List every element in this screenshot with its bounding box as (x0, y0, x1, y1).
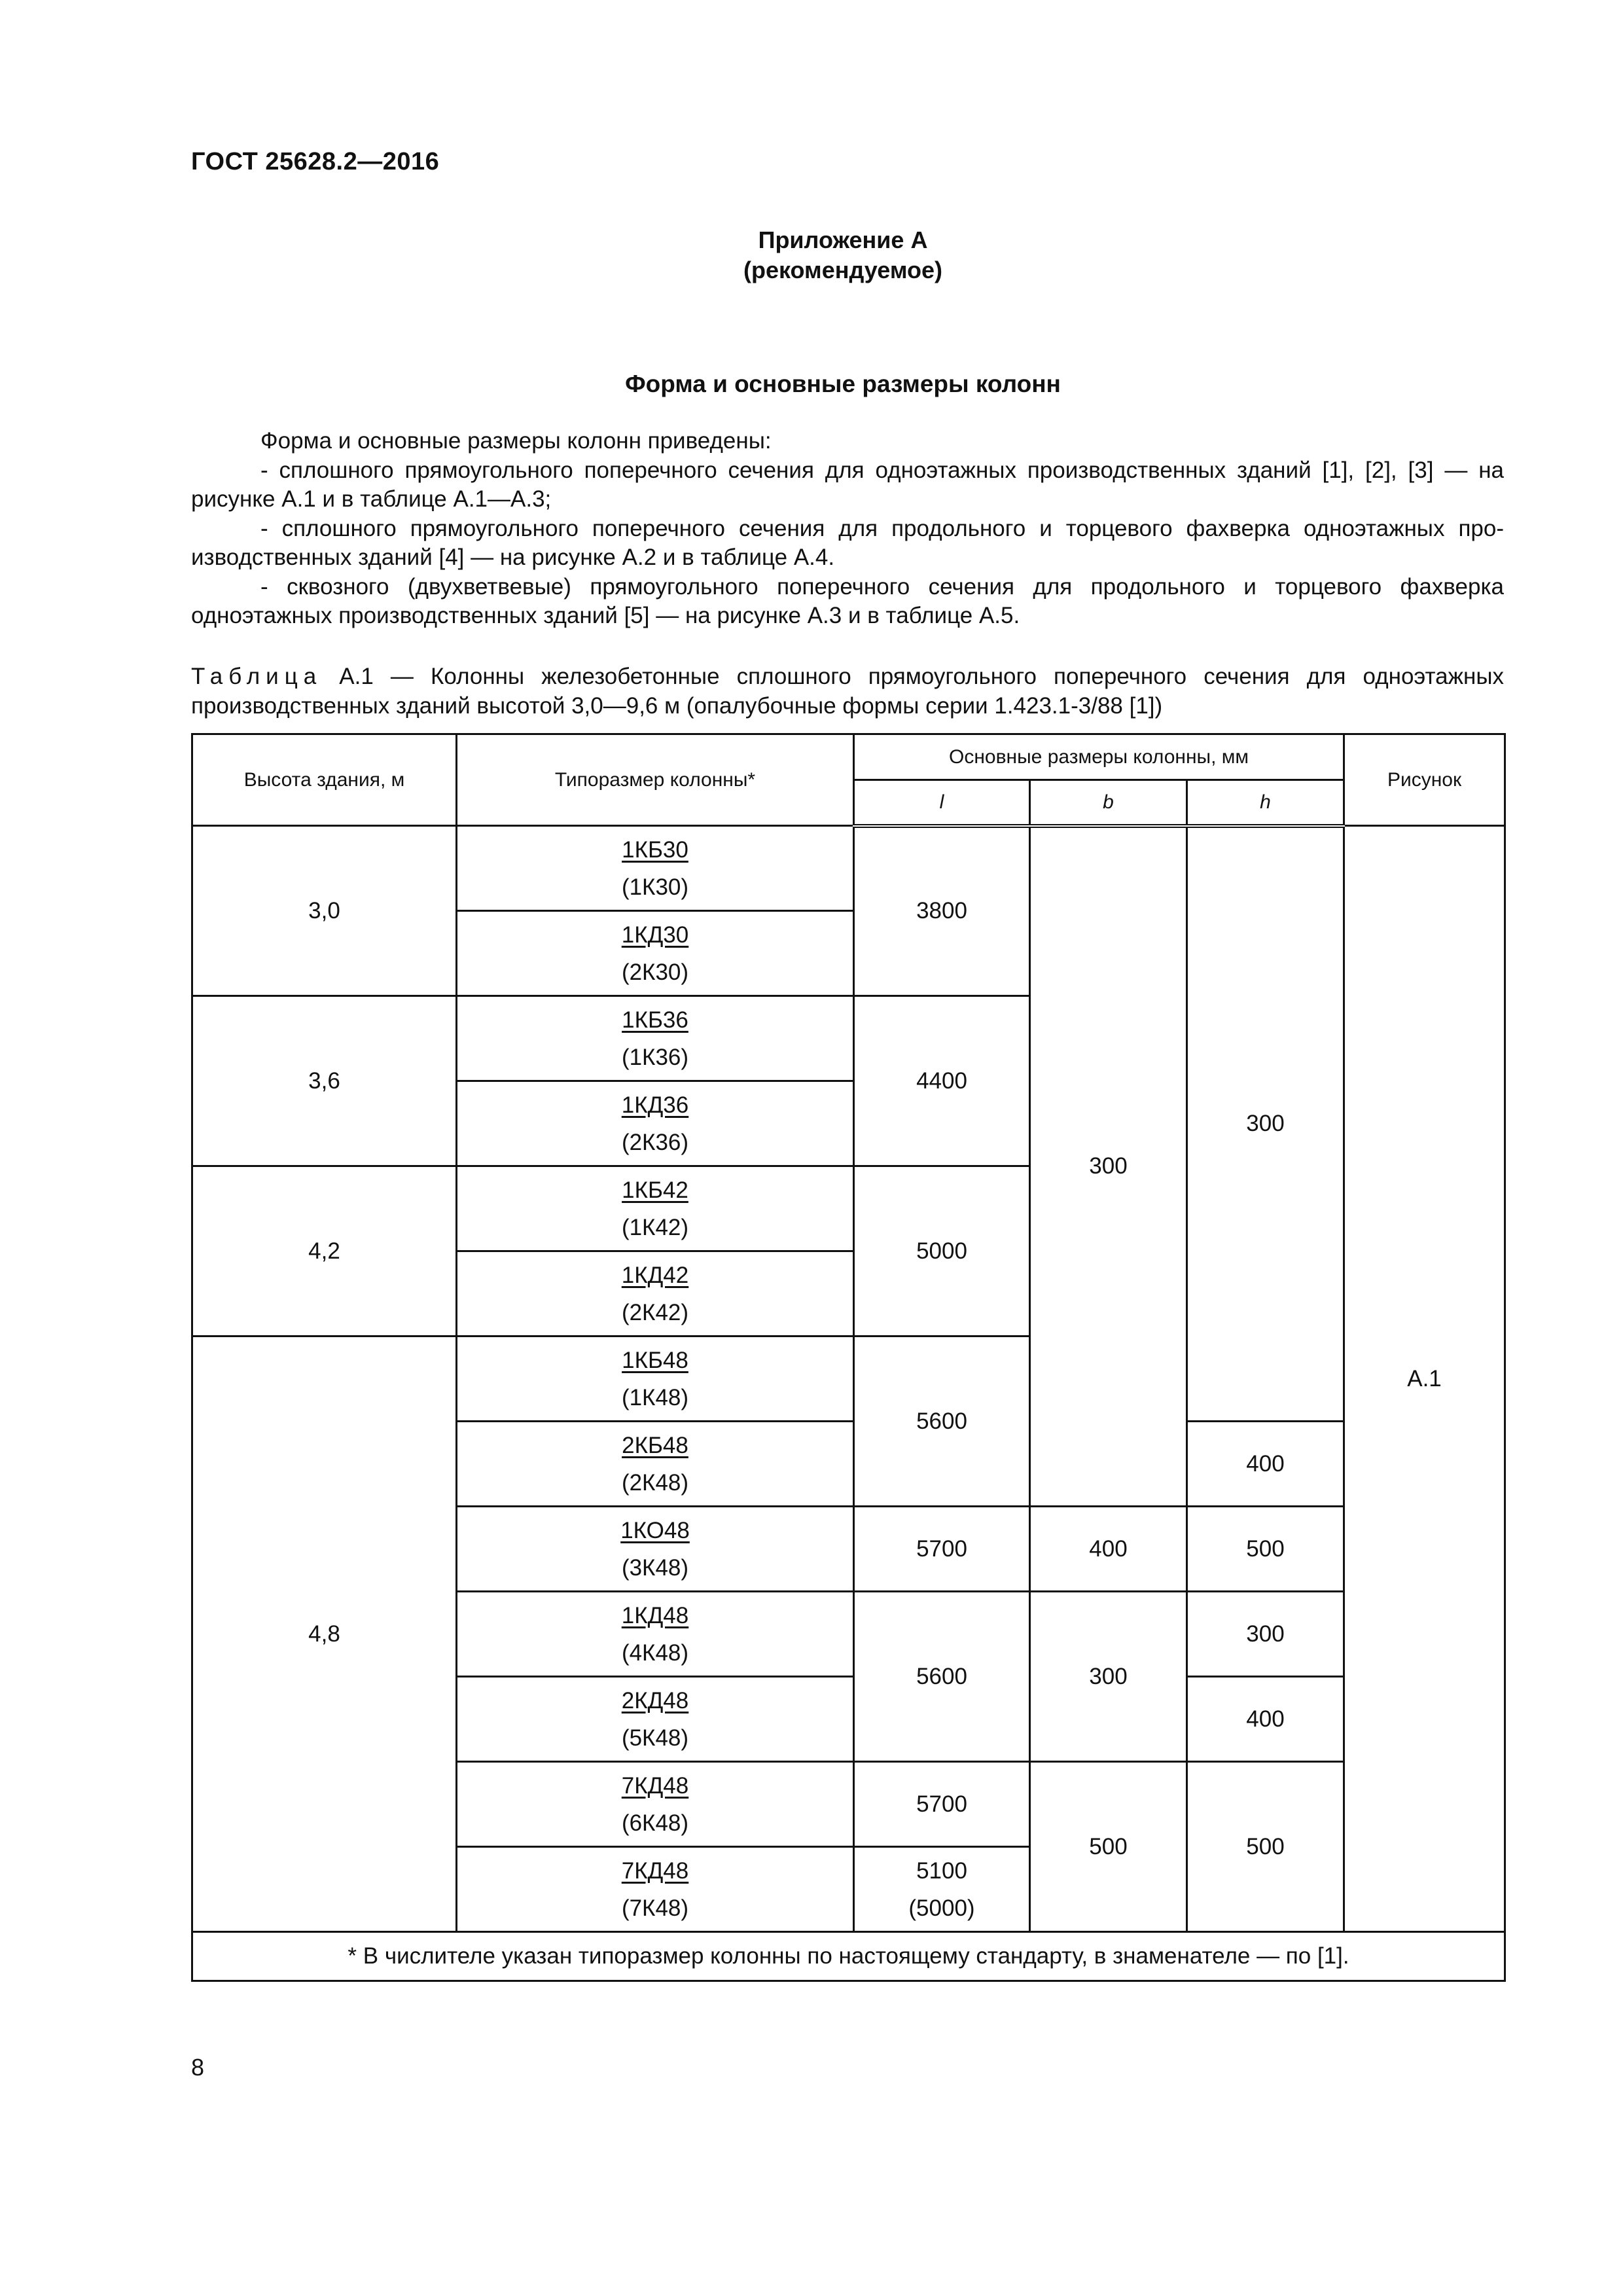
figure-cell: А.1 (1344, 826, 1505, 1932)
l-cell: 5700 (854, 1507, 1030, 1592)
type-denominator: (3К48) (621, 1554, 689, 1581)
type-denominator: (1К30) (621, 874, 689, 900)
header-height: Высота здания, м (192, 734, 457, 826)
page-number: 8 (191, 2054, 205, 2081)
table-caption-text: А.1 — Колонны железобетонные сплошного прямоугольного поперечного сечения для одноэтажных производственных зданий высотой 3,0—9,6 м (опалубочные формы серии 1.423.1-3/88 [1]) (191, 664, 1504, 719)
intro-item-1: - сплошного прямоугольного поперечного сечения для одноэтажных производственных зданий [1], [2], [3] — на рисунке А.1 и в таблице А.1—А.3; (191, 457, 1504, 512)
h-cell: 500 (1187, 1762, 1344, 1932)
type-numerator: 1КБ48 (622, 1347, 688, 1373)
type-denominator: (6К48) (621, 1810, 689, 1836)
l-cell: 5600 (854, 1336, 1030, 1507)
type-cell (457, 826, 854, 911)
height-cell: 4,2 (192, 1166, 457, 1336)
l-value-alt: (5000) (908, 1895, 975, 1921)
table-footnote: * В числителе указан типоразмер колонны по настоящему стандарту, в знаменателе — по [1]. (192, 1932, 1505, 1981)
type-numerator: 1КД48 (621, 1602, 689, 1628)
height-cell: 3,0 (192, 826, 457, 996)
type-numerator: 1КБ42 (622, 1177, 688, 1203)
type-denominator: (1К36) (621, 1044, 689, 1070)
columns-table (191, 733, 1506, 1982)
l-cell: 3800 (854, 826, 1030, 996)
type-numerator: 7КД48 (621, 1857, 689, 1884)
type-cell (457, 1336, 854, 1422)
height-cell: 4,8 (192, 1336, 457, 1932)
l-cell: 5700 (854, 1762, 1030, 1847)
type-cell (457, 1422, 854, 1507)
type-numerator: 2КД48 (621, 1687, 689, 1713)
type-denominator: (4К48) (621, 1640, 689, 1666)
type-denominator: (5К48) (621, 1725, 689, 1751)
height-cell: 3,6 (192, 996, 457, 1166)
h-cell: 400 (1187, 1677, 1344, 1762)
type-numerator: 7КД48 (621, 1772, 689, 1799)
type-cell (457, 1166, 854, 1251)
intro-lead: Форма и основные размеры колонн приведены: (260, 428, 772, 454)
h-cell: 300 (1187, 1592, 1344, 1677)
header-h: h (1187, 780, 1344, 826)
l-cell: 4400 (854, 996, 1030, 1166)
header-b: b (1030, 780, 1187, 826)
type-numerator: 1КБ36 (622, 1007, 688, 1033)
type-numerator: 1КД30 (621, 922, 689, 948)
table-caption-label: Таблица (191, 664, 323, 689)
type-denominator: (7К48) (621, 1895, 689, 1921)
type-cell (457, 1762, 854, 1847)
header-figure: Рисунок (1344, 734, 1505, 826)
appendix-title: Приложение А (758, 226, 928, 253)
type-cell (457, 1507, 854, 1592)
h-cell: 500 (1187, 1507, 1344, 1592)
l-cell: 5600 (854, 1592, 1030, 1762)
h-cell: 400 (1187, 1422, 1344, 1507)
type-cell (457, 996, 854, 1081)
b-cell: 300 (1030, 1592, 1187, 1762)
type-denominator: (2К36) (621, 1129, 689, 1155)
type-denominator: (2К30) (621, 959, 689, 985)
type-cell (457, 1847, 854, 1932)
header-l: l (854, 780, 1030, 826)
h-cell: 300 (1187, 826, 1344, 1422)
intro-item-2: - сплошного прямоугольного поперечного сечения для продольного и торцевого фахверка одноэтажных про-изводственных зданий [4] — на рисунке А.2 и в таблице А.4. (191, 515, 1504, 570)
type-cell (457, 1592, 854, 1677)
l-cell: 5000 (854, 1166, 1030, 1336)
document-header: ГОСТ 25628.2—2016 (191, 148, 440, 175)
l-cell (854, 1847, 1030, 1932)
type-cell (457, 1081, 854, 1166)
header-type: Типоразмер колонны* (457, 734, 854, 826)
type-numerator: 1КД36 (621, 1092, 689, 1118)
type-numerator: 1КБ30 (622, 836, 688, 863)
type-cell (457, 911, 854, 996)
l-value: 5100 (916, 1857, 967, 1884)
header-dims: Основные размеры колонны, мм (854, 734, 1344, 780)
table-caption (191, 662, 1504, 721)
type-numerator: 2КБ48 (622, 1432, 688, 1458)
b-cell: 400 (1030, 1507, 1187, 1592)
section-title: Форма и основные размеры колонн (625, 370, 1061, 397)
b-cell: 300 (1030, 826, 1187, 1507)
intro-item-3: - сквозного (двухветвевые) прямоугольного поперечного сечения для продольного и торцевого фахверка одноэтажных производственных зданий [5] — на рисунке А.3 и в таблице А.5. (191, 573, 1504, 628)
type-denominator: (2К42) (621, 1299, 689, 1325)
type-numerator: 1КО48 (620, 1517, 690, 1543)
type-denominator: (1К48) (621, 1384, 689, 1410)
appendix-status: (рекомендуемое) (743, 257, 942, 283)
type-denominator: (2К48) (621, 1469, 689, 1496)
intro-text (191, 427, 1504, 631)
type-denominator: (1К42) (621, 1214, 689, 1240)
type-cell (457, 1251, 854, 1336)
b-cell: 500 (1030, 1762, 1187, 1932)
type-numerator: 1КД42 (621, 1262, 689, 1288)
type-cell (457, 1677, 854, 1762)
